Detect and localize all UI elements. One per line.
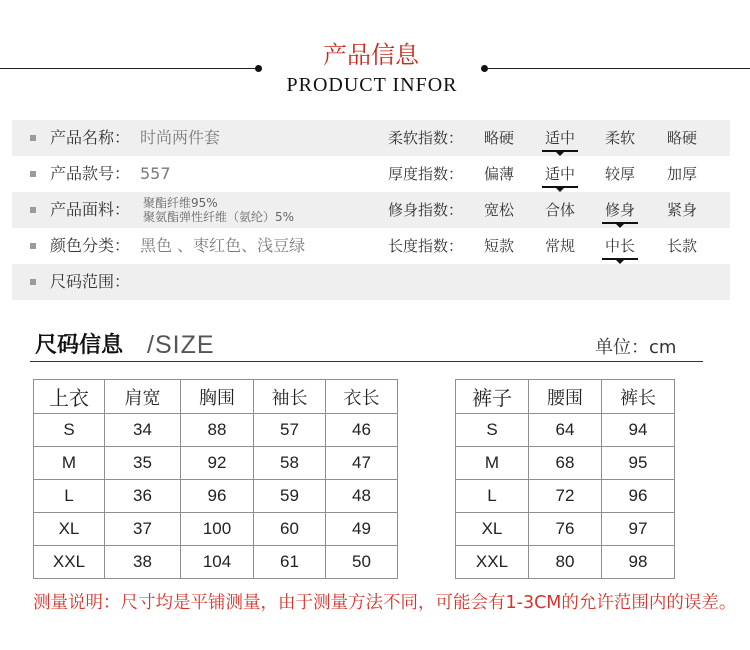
thickness-option: 较厚 bbox=[604, 165, 635, 183]
table-cell: 104 bbox=[181, 546, 254, 579]
length-index-label: 长度指数： bbox=[388, 237, 464, 255]
table-row bbox=[456, 513, 675, 546]
table-row bbox=[34, 447, 398, 480]
table-cell: 38 bbox=[105, 546, 181, 579]
table-cell: M bbox=[34, 447, 105, 480]
table-header-cell: 裤子 bbox=[456, 380, 529, 414]
info-row-fabric bbox=[12, 192, 730, 228]
table-cell: 88 bbox=[181, 414, 254, 447]
thickness-index-label: 厚度指数： bbox=[388, 165, 464, 183]
table-cell: 46 bbox=[326, 414, 398, 447]
fit-option: 紧身 bbox=[666, 201, 697, 219]
bullet-square-icon bbox=[30, 279, 36, 285]
table-header-cell: 裤长 bbox=[602, 380, 675, 414]
thickness-option: 偏薄 bbox=[483, 165, 514, 183]
table-cell: XXL bbox=[34, 546, 105, 579]
table-header-cell: 胸围 bbox=[181, 380, 254, 414]
style-no-value: 557 bbox=[140, 164, 171, 183]
table-cell: L bbox=[34, 480, 105, 513]
thickness-option: 加厚 bbox=[666, 165, 697, 183]
length-option: 中长 bbox=[600, 228, 640, 264]
size-section-title: 尺码信息 bbox=[35, 333, 124, 358]
table-cell: 80 bbox=[529, 546, 602, 579]
table-cell: 68 bbox=[529, 447, 602, 480]
color-category-value: 黑色 、枣红色、浅豆绿 bbox=[140, 236, 306, 255]
table-row bbox=[34, 414, 398, 447]
section-title: 产品信息 bbox=[323, 41, 419, 69]
table-cell: 100 bbox=[181, 513, 254, 546]
thickness-option: 适中 bbox=[540, 156, 580, 192]
table-cell: 92 bbox=[181, 447, 254, 480]
bullet-square-icon bbox=[30, 207, 36, 213]
table-row bbox=[456, 480, 675, 513]
product-name-value: 时尚两件套 bbox=[140, 128, 221, 147]
table-cell: 36 bbox=[105, 480, 181, 513]
top-size-table bbox=[33, 379, 398, 579]
table-header-cell: 上衣 bbox=[34, 380, 105, 414]
length-option: 短款 bbox=[483, 237, 514, 255]
table-cell: XL bbox=[34, 513, 105, 546]
table-cell: L bbox=[456, 480, 529, 513]
table-row bbox=[34, 513, 398, 546]
fit-option: 合体 bbox=[544, 201, 575, 219]
unit-label: 单位：cm bbox=[595, 337, 677, 358]
info-row-size-range bbox=[12, 264, 730, 300]
table-cell: 58 bbox=[254, 447, 326, 480]
size-range-label: 尺码范围： bbox=[50, 272, 131, 291]
table-cell: 64 bbox=[529, 414, 602, 447]
table-cell: 95 bbox=[602, 447, 675, 480]
table-cell: S bbox=[456, 414, 529, 447]
table-header-cell: 袖长 bbox=[254, 380, 326, 414]
table-cell: 59 bbox=[254, 480, 326, 513]
product-info-list bbox=[12, 120, 730, 300]
table-header-cell: 肩宽 bbox=[105, 380, 181, 414]
bullet-square-icon bbox=[30, 135, 36, 141]
table-cell: 94 bbox=[602, 414, 675, 447]
table-row bbox=[34, 480, 398, 513]
section-subtitle: PRODUCT INFOR bbox=[286, 74, 458, 96]
table-cell: XL bbox=[456, 513, 529, 546]
softness-option: 适中 bbox=[540, 120, 580, 156]
fabric-line: 聚氨酯弹性纤维（氨纶）5% bbox=[143, 210, 295, 224]
table-header-cell: 衣长 bbox=[326, 380, 398, 414]
softness-option: 柔软 bbox=[604, 129, 635, 147]
table-header-row bbox=[34, 380, 398, 414]
table-cell: 61 bbox=[254, 546, 326, 579]
table-cell: M bbox=[456, 447, 529, 480]
table-row bbox=[456, 546, 675, 579]
fabric-value bbox=[143, 196, 294, 224]
table-cell: 97 bbox=[602, 513, 675, 546]
length-option: 常规 bbox=[544, 237, 575, 255]
table-cell: 50 bbox=[326, 546, 398, 579]
table-header-row bbox=[456, 380, 675, 414]
table-cell: 34 bbox=[105, 414, 181, 447]
table-cell: XXL bbox=[456, 546, 529, 579]
length-option: 长款 bbox=[666, 237, 697, 255]
fit-option: 宽松 bbox=[483, 201, 514, 219]
fabric-line: 聚酯纤维95% bbox=[143, 196, 218, 210]
softness-option: 略硬 bbox=[483, 129, 514, 147]
table-cell: 96 bbox=[181, 480, 254, 513]
bullet-square-icon bbox=[30, 171, 36, 177]
style-no-label: 产品款号： bbox=[50, 164, 131, 183]
pants-size-table bbox=[455, 379, 675, 579]
softness-index-label: 柔软指数： bbox=[388, 129, 464, 147]
product-name-label: 产品名称： bbox=[50, 128, 131, 147]
table-row bbox=[456, 414, 675, 447]
size-section-divider bbox=[30, 361, 703, 362]
table-cell: 72 bbox=[529, 480, 602, 513]
fit-index-label: 修身指数： bbox=[388, 201, 464, 219]
info-row-style-no bbox=[12, 156, 730, 192]
measurement-note: 测量说明：尺寸均是平铺测量，由于测量方法不同，可能会有1-3CM的允许范围内的误差。 bbox=[33, 593, 737, 613]
table-cell: 37 bbox=[105, 513, 181, 546]
table-cell: S bbox=[34, 414, 105, 447]
table-cell: 60 bbox=[254, 513, 326, 546]
table-cell: 96 bbox=[602, 480, 675, 513]
bullet-square-icon bbox=[30, 243, 36, 249]
info-row-name bbox=[12, 120, 730, 156]
table-row bbox=[456, 447, 675, 480]
table-cell: 57 bbox=[254, 414, 326, 447]
table-cell: 35 bbox=[105, 447, 181, 480]
size-section-subtitle: /SIZE bbox=[147, 331, 215, 359]
table-cell: 76 bbox=[529, 513, 602, 546]
table-cell: 49 bbox=[326, 513, 398, 546]
table-cell: 98 bbox=[602, 546, 675, 579]
color-category-label: 颜色分类： bbox=[50, 236, 131, 255]
table-row bbox=[34, 546, 398, 579]
table-header-cell: 腰围 bbox=[529, 380, 602, 414]
table-cell: 48 bbox=[326, 480, 398, 513]
softness-option: 略硬 bbox=[666, 129, 697, 147]
fit-option: 修身 bbox=[600, 192, 640, 228]
info-row-colors bbox=[12, 228, 730, 264]
table-cell: 47 bbox=[326, 447, 398, 480]
fabric-label: 产品面料： bbox=[50, 200, 131, 219]
